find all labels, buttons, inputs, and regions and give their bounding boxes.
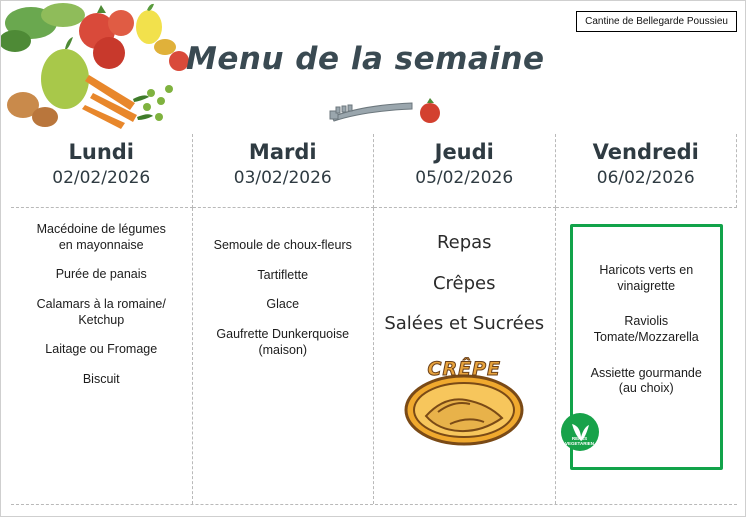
day-date: 06/02/2026 xyxy=(596,168,695,188)
dish-item: Glace xyxy=(266,297,300,312)
dish-item: Macédoine de légumes en mayonnaise xyxy=(36,222,166,252)
fork-tomato-illustration xyxy=(326,89,461,129)
dish-list xyxy=(21,222,182,387)
dish-item: Salées et Sucrées xyxy=(384,313,545,334)
vegetarian-stamp-label: REPAS VEGETARIEN xyxy=(565,436,594,447)
dish-item: Crêpes xyxy=(432,272,496,294)
dish-item: Repas xyxy=(436,232,492,253)
dish-list xyxy=(384,222,545,336)
day-header-vendredi xyxy=(556,134,738,208)
page-title: Menu de la semaine xyxy=(186,41,545,77)
dish-list xyxy=(203,222,364,358)
day-cell-jeudi xyxy=(374,208,556,504)
dish-item: Biscuit xyxy=(82,371,120,386)
day-name: Vendredi xyxy=(592,140,699,164)
day-name: Mardi xyxy=(248,140,317,164)
day-header-lundi xyxy=(11,134,193,208)
day-date: 02/02/2026 xyxy=(52,168,151,188)
title-block xyxy=(186,41,545,77)
dish-item: Calamars à la romaine/ Ketchup xyxy=(36,296,166,327)
crepe-sticker xyxy=(402,354,526,448)
dish-item: Raviolis Tomate/Mozzarella xyxy=(593,314,699,344)
crepe-sticker-label: CRÊPE xyxy=(427,357,501,380)
day-header-jeudi xyxy=(374,134,556,208)
day-date: 03/02/2026 xyxy=(233,168,332,188)
vegetables-illustration xyxy=(1,1,201,131)
day-name: Lundi xyxy=(68,140,134,164)
day-name: Jeudi xyxy=(434,140,494,164)
dish-item: Gaufrette Dunkerquoise (maison) xyxy=(216,326,350,357)
dish-item: Purée de panais xyxy=(55,267,147,282)
header xyxy=(1,1,745,133)
day-cell-vendredi xyxy=(556,208,738,504)
day-cell-mardi xyxy=(193,208,375,504)
dish-item: Haricots verts en vinaigrette xyxy=(599,263,694,293)
bottom-divider xyxy=(11,504,737,505)
menu-grid xyxy=(11,134,737,504)
dish-item: Laitage ou Fromage xyxy=(45,342,158,357)
dish-item: Tartiflette xyxy=(257,267,309,282)
school-badge: Cantine de Bellegarde Poussieu xyxy=(576,11,737,32)
day-date: 05/02/2026 xyxy=(415,168,514,188)
day-header-mardi xyxy=(193,134,375,208)
dish-item: Assiette gourmande (au choix) xyxy=(590,365,702,396)
dish-item: Semoule de choux-fleurs xyxy=(213,238,352,252)
day-cell-lundi xyxy=(11,208,193,504)
